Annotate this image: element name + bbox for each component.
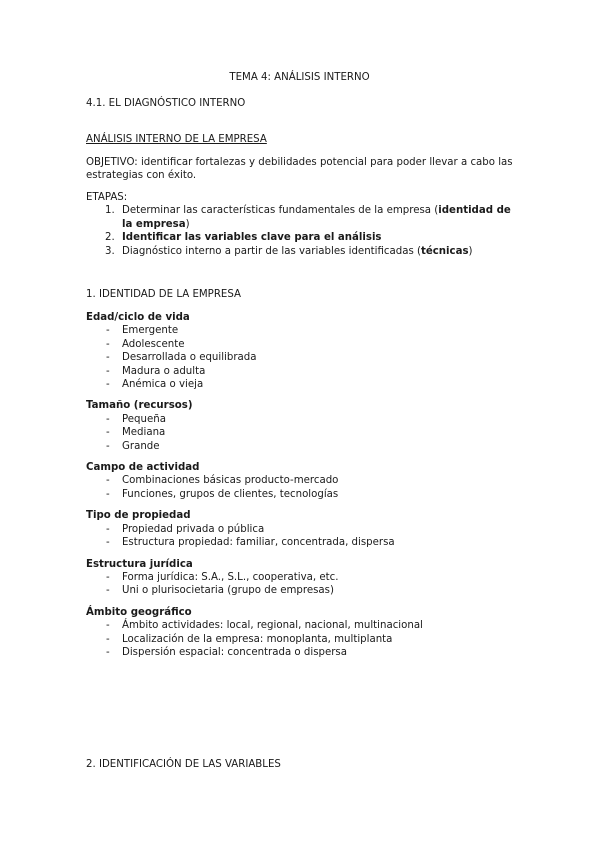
list-item bbox=[86, 338, 516, 351]
list-item-text: Pequeña bbox=[122, 413, 166, 425]
list-item-text: Grande bbox=[122, 440, 160, 452]
list-item-text: Uni o plurisocietaria (grupo de empresas) bbox=[122, 585, 334, 597]
list-item-text: Emergente bbox=[122, 325, 179, 337]
step-number: 1. bbox=[105, 205, 115, 217]
dash-marker: - bbox=[106, 440, 110, 452]
group-heading: Ámbito geográfico bbox=[86, 606, 192, 618]
list-item bbox=[86, 413, 516, 426]
step-item bbox=[86, 231, 516, 244]
dash-marker: - bbox=[106, 413, 110, 425]
dash-marker: - bbox=[106, 338, 110, 350]
list-item-text: Madura o adulta bbox=[122, 365, 206, 377]
group-list bbox=[86, 619, 516, 659]
step-number: 3. bbox=[105, 245, 115, 257]
group-list bbox=[86, 324, 516, 391]
list-item-text: Desarrollada o equilibrada bbox=[122, 352, 257, 364]
list-item bbox=[86, 488, 516, 501]
identity-groups bbox=[86, 311, 516, 667]
list-item bbox=[86, 571, 516, 584]
step-bold-text: técnicas bbox=[420, 245, 469, 257]
dash-marker: - bbox=[106, 352, 110, 364]
section-heading-4-1: 4.1. EL DIAGNÓSTICO INTERNO bbox=[86, 98, 246, 109]
list-item bbox=[86, 523, 516, 536]
list-item-text: Funciones, grupos de clientes, tecnologías bbox=[122, 488, 339, 500]
step-item bbox=[86, 245, 516, 258]
step-bold-text: Identificar las variables clave para el análisis bbox=[122, 232, 382, 244]
dash-marker: - bbox=[106, 523, 110, 535]
step-text-end: ) bbox=[468, 245, 473, 257]
list-item-text: Estructura propiedad: familiar, concentrada, dispersa bbox=[122, 537, 395, 549]
list-item bbox=[86, 646, 516, 659]
identity-group bbox=[86, 399, 516, 453]
step-text: Determinar las características fundamentales de la empresa ( bbox=[122, 205, 439, 217]
etapas-label: ETAPAS: bbox=[86, 192, 128, 203]
dash-marker: - bbox=[106, 571, 110, 583]
dash-marker: - bbox=[106, 537, 110, 549]
dash-marker: - bbox=[106, 620, 110, 632]
identity-group bbox=[86, 461, 516, 501]
list-item-text: Dispersión espacial: concentrada o dispersa bbox=[122, 646, 347, 658]
step-text-end: ) bbox=[185, 218, 190, 230]
dash-marker: - bbox=[106, 365, 110, 377]
list-item bbox=[86, 536, 516, 549]
list-item bbox=[86, 584, 516, 597]
group-heading: Campo de actividad bbox=[86, 462, 200, 474]
list-item bbox=[86, 378, 516, 391]
steps-list bbox=[86, 204, 516, 258]
identity-group bbox=[86, 606, 516, 660]
list-item-text: Localización de la empresa: monoplanta, multiplanta bbox=[122, 633, 393, 645]
identity-group bbox=[86, 509, 516, 549]
list-item-text: Adolescente bbox=[122, 338, 185, 350]
group-heading: Edad/ciclo de vida bbox=[86, 312, 190, 323]
list-item bbox=[86, 351, 516, 364]
objective-text: OBJETIVO: identificar fortalezas y debilidades potencial para poder llevar a cabo las estrategias con éxito. bbox=[86, 157, 513, 182]
dash-marker: - bbox=[106, 427, 110, 439]
dash-marker: - bbox=[106, 488, 110, 500]
group-list bbox=[86, 571, 516, 598]
section-heading-2: 2. IDENTIFICACIÓN DE LAS VARIABLES bbox=[86, 759, 281, 770]
section-heading-1: 1. IDENTIDAD DE LA EMPRESA bbox=[86, 289, 241, 300]
list-item bbox=[86, 474, 516, 487]
group-heading: Tamaño (recursos) bbox=[86, 400, 193, 412]
dash-marker: - bbox=[106, 646, 110, 658]
group-heading: Tipo de propiedad bbox=[86, 510, 191, 522]
dash-marker: - bbox=[106, 379, 110, 391]
list-item bbox=[86, 324, 516, 337]
list-item-text: Anémica o vieja bbox=[122, 379, 204, 391]
list-item-text: Mediana bbox=[122, 427, 166, 439]
step-number: 2. bbox=[105, 232, 115, 244]
page-title: TEMA 4: ANÁLISIS INTERNO bbox=[229, 72, 370, 83]
list-item-text: Forma jurídica: S.A., S.L., cooperativa, etc. bbox=[122, 571, 339, 583]
dash-marker: - bbox=[106, 633, 110, 645]
list-item bbox=[86, 365, 516, 378]
list-item bbox=[86, 619, 516, 632]
identity-group bbox=[86, 558, 516, 598]
identity-group bbox=[86, 311, 516, 391]
list-item-text: Propiedad privada o pública bbox=[122, 523, 265, 535]
dash-marker: - bbox=[106, 325, 110, 337]
dash-marker: - bbox=[106, 475, 110, 487]
sub-heading: ANÁLISIS INTERNO DE LA EMPRESA bbox=[86, 134, 267, 145]
etapas-block bbox=[86, 191, 516, 258]
step-item bbox=[86, 204, 516, 231]
group-heading: Estructura jurídica bbox=[86, 558, 193, 570]
group-list bbox=[86, 413, 516, 453]
list-item bbox=[86, 633, 516, 646]
list-item bbox=[86, 440, 516, 453]
step-text: Diagnóstico interno a partir de las variables identificadas ( bbox=[122, 245, 421, 257]
dash-marker: - bbox=[106, 585, 110, 597]
list-item-text: Combinaciones básicas producto-mercado bbox=[122, 475, 339, 487]
list-item-text: Ámbito actividades: local, regional, nacional, multinacional bbox=[122, 620, 423, 632]
step-bold-text: identidad de la empresa bbox=[122, 205, 511, 230]
group-list bbox=[86, 523, 516, 550]
group-list bbox=[86, 474, 516, 501]
list-item bbox=[86, 426, 516, 439]
